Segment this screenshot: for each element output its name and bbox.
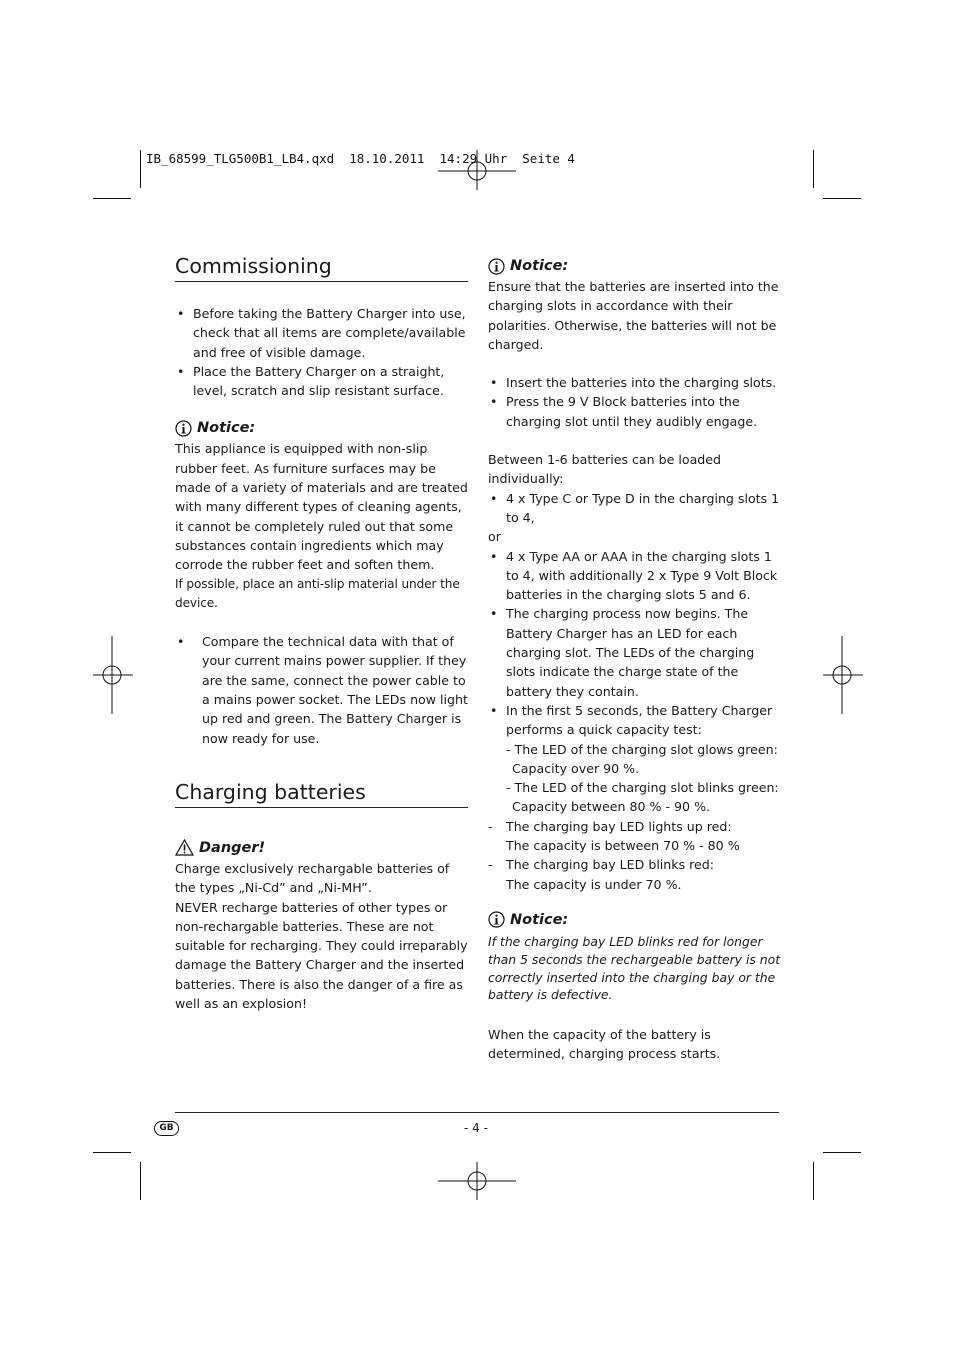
capacity-intro: Between 1-6 batteries can be loaded individually: [488,452,722,487]
warning-triangle-icon [175,839,194,856]
info-icon [175,420,192,437]
info-icon [488,911,505,928]
notice-heading [488,909,782,931]
insert-list [488,373,782,431]
list-item: • 4 x Type AA or AAA in the charging slots 1 to 4, with additionally 2 x Type 9 Volt Block batteries in the charging slots 5 and 6. [488,547,782,605]
registration-mark-left [93,636,133,714]
notice-heading [175,417,468,439]
registration-mark-bottom [438,1162,516,1200]
or-text: or [488,529,501,545]
notice-heading [488,255,782,277]
commissioning-list [175,304,468,400]
option-list-1 [488,489,782,528]
result-line: - The LED of the charging slot blinks green: [506,780,779,796]
danger-text-warning: NEVER recharge batteries of other types or non-rechargable batteries. These are not suitable for recharging. They could irreparably damage the Battery Charger and the inserted batteries. There is also the danger of a fire as well as an explosion! [175,899,468,1012]
language-badge: GB [154,1121,179,1136]
list-item: • Compare the technical data with that of your current mains power supplier. If they are the same, connect the power cable to a mains power socket. The LEDs now light up red and green. The Battery Charger is now ready for use. [175,632,468,748]
notice-text: Ensure that the batteries are inserted into the charging slots in accordance with their polarities. Otherwise, the batteries will not be charged. [488,279,779,352]
danger-title: Danger! [199,839,266,856]
list-item: • 4 x Type C or Type D in the charging slots 1 to 4, [488,489,782,528]
red-led-list [488,817,782,894]
list-item: • In the first 5 seconds, the Battery Charger performs a quick capacity test: [488,701,782,740]
dash-line: - The charging bay LED blinks red: [506,857,715,873]
section-title-charging: Charging batteries [175,779,468,808]
dash-line: The capacity is under 70 %. [506,876,682,892]
result-capacity: Capacity over 90 %. [512,760,640,776]
notice-text-italic: If the charging bay LED blinks red for longer than 5 seconds the rechargeable battery is not correctly inserted into the charging bay or the battery is defective. [488,933,781,1003]
option-list-2 [488,547,782,740]
list-item: • Place the Battery Charger on a straight, level, scratch and slip resistant surface. [175,362,468,401]
notice-text: This appliance is equipped with non-slip rubber feet. As furniture surfaces may be made of a variety of materials and are treated with many different types of cleaning agents, it cannot be completely ruled out that some substances contain ingredients which may corrode the rubber feet and soften them. [175,441,468,573]
registration-mark-right [823,636,863,714]
right-column [488,255,782,1064]
capacity-test-results [488,740,782,817]
footer-rule [175,1112,779,1113]
dash-line: - The charging bay LED lights up red: [506,818,732,834]
info-icon [488,258,505,275]
danger-text: Charge exclusively rechargable batteries of the types „Ni-Cd” and „Ni-MH”. [175,860,450,896]
compare-list [175,632,468,748]
print-slug: IB_68599_TLG500B1_LB4.qxd 18.10.2011 14:29 Uhr Seite 4 [146,151,575,166]
list-item [488,817,782,856]
dash-line: The capacity is between 70 % - 80 % [506,838,740,854]
notice-title: Notice: [510,258,569,274]
danger-heading [175,837,468,859]
list-item: • Press the 9 V Block batteries into the charging slot until they audibly engage. [488,392,782,431]
page-number: - 4 - [464,1121,488,1135]
notice-title: Notice: [510,911,569,928]
left-column [175,253,468,1013]
list-item: • Before taking the Battery Charger into use, check that all items are complete/available and free of visible damage. [175,304,468,362]
notice-text-extra: If possible, place an anti-slip material under the device. [175,576,460,610]
notice-title: Notice: [197,420,256,437]
section-title-commissioning: Commissioning [175,253,468,282]
list-item: • The charging process now begins. The Battery Charger has an LED for each charging slot. The LEDs of the charging slots indicate the charge state of the battery they contain. [488,604,782,700]
result-capacity: Capacity between 80 % - 90 %. [512,799,711,815]
list-item: • Insert the batteries into the charging slots. [488,373,782,392]
list-item [488,855,782,894]
final-text: When the capacity of the battery is determined, charging process starts. [488,1027,721,1062]
result-line: - The LED of the charging slot glows green: [506,741,778,757]
